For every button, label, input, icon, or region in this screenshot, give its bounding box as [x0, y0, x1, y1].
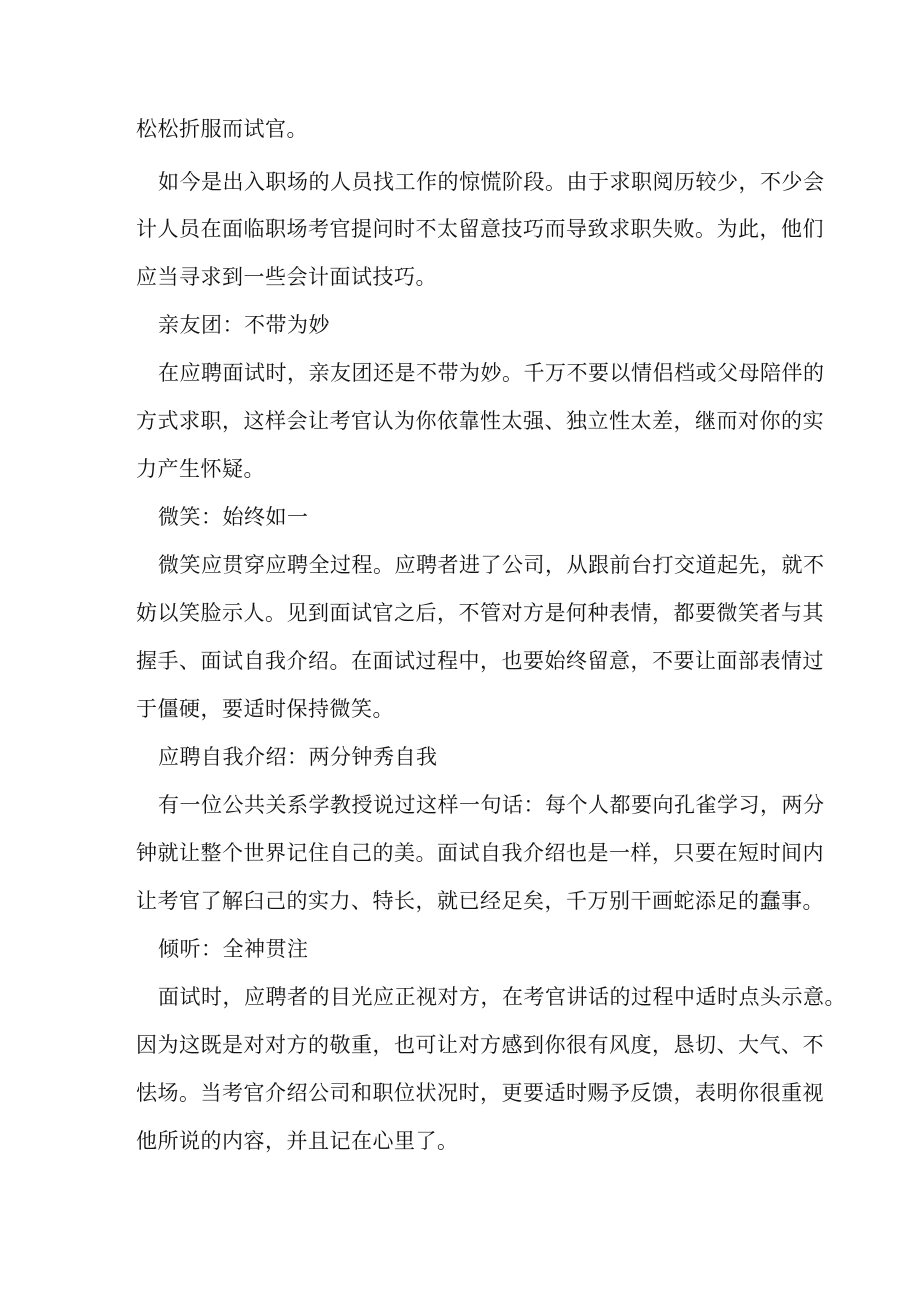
paragraph-line: 于僵硬，要适时保持微笑。 [136, 697, 394, 721]
paragraph-line: 钟就让整个世界记住自己的美。面试自我介绍也是一样，只要在短时间内 [136, 841, 824, 865]
paragraph-line: 计人员在面临职场考官提问时不太留意技巧而导致求职失败。为此，他们 [136, 217, 824, 241]
paragraph-line: 面试时，应聘者的目光应正视对方，在考官讲话的过程中适时点头示意。 [158, 985, 846, 1009]
paragraph-line: 让考官了解臼己的实力、特长，就已经足矣，千万别干画蛇添足的蠢事。 [136, 889, 824, 913]
paragraph-line: 握手、面试自我介绍。在面试过程中，也要始终留意，不要让面部表情过 [136, 649, 824, 673]
paragraph-line: 应当寻求到一些会计面试技巧。 [136, 265, 437, 289]
paragraph-line: 因为这既是对对方的敬重，也可让对方感到你很有风度，恳切、大气、不 [136, 1033, 824, 1057]
section-heading: 倾听：全神贯注 [158, 937, 309, 961]
section-heading: 应聘自我介绍：两分钟秀自我 [158, 745, 438, 769]
paragraph-line: 如今是出入职场的人员找工作的惊慌阶段。由于求职阅历较少，不少会 [158, 170, 825, 194]
text-line: 松松折服而试官。 [136, 117, 308, 141]
paragraph-line: 妨以笑脸示人。见到面试官之后，不管对方是何种表情，都要微笑者与其 [136, 601, 824, 625]
paragraph-line: 力产生怀疑。 [136, 457, 265, 481]
paragraph-line: 微笑应贯穿应聘全过程。应聘者进了公司，从跟前台打交道起先，就不 [158, 553, 825, 577]
section-heading: 微笑：始终如一 [158, 505, 309, 529]
paragraph-line: 怯场。当考官介绍公司和职位状况时，更要适时赐予反馈，表明你很重视 [136, 1081, 824, 1105]
paragraph-line: 方式求职，这样会让考官认为你依靠性太强、独立性太差，继而对你的实 [136, 409, 824, 433]
section-heading: 亲友团：不带为妙 [158, 313, 330, 337]
paragraph-line: 他所说的内容，并且记在心里了。 [136, 1129, 459, 1153]
paragraph-line: 在应聘面试时，亲友团还是不带为妙。千万不要以情侣档或父母陪伴的 [158, 361, 825, 385]
paragraph-line: 有一位公共关系学教授说过这样一句话：每个人都要向孔雀学习，两分 [158, 793, 825, 817]
